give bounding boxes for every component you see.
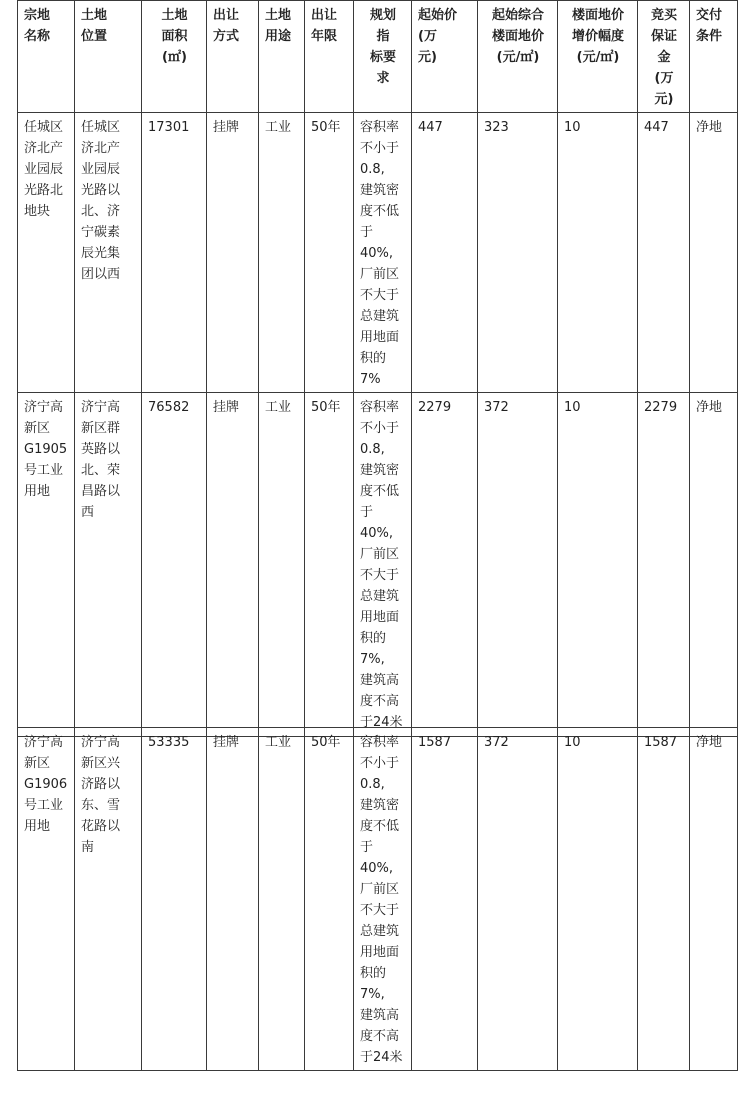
cell-term: 50年 xyxy=(305,113,354,393)
cell-increment: 10 xyxy=(558,728,638,1071)
header-cell-start-price: 起始价 (万 元) xyxy=(412,1,478,113)
header-cell-name: 宗地 名称 xyxy=(18,1,75,113)
cell-planning: 容积率 不小于 0.8, 建筑密 度不低 于 40%, 厂前区 不大于 总建筑 用地面 积的 7% xyxy=(354,113,412,393)
cell-method: 挂牌 xyxy=(207,113,259,393)
cell-delivery: 净地 xyxy=(690,113,738,393)
cell-deposit: 447 xyxy=(638,113,690,393)
header-cell-use: 土地 用途 xyxy=(259,1,305,113)
cell-method: 挂牌 xyxy=(207,728,259,1071)
cell-location: 任城区 济北产 业园辰 光路以 北、济 宁碳素 辰光集 团以西 xyxy=(75,113,142,393)
cell-increment: 10 xyxy=(558,393,638,737)
header-cell-method: 出让 方式 xyxy=(207,1,259,113)
cell-location: 济宁高 新区群 英路以 北、荣 昌路以 西 xyxy=(75,393,142,737)
header-cell-deposit: 竞买 保证 金 (万 元) xyxy=(638,1,690,113)
header-cell-area: 土地 面积 (㎡) xyxy=(142,1,207,113)
cell-deposit: 2279 xyxy=(638,393,690,737)
cell-planning: 容积率 不小于 0.8, 建筑密 度不低 于 40%, 厂前区 不大于 总建筑 用地面 积的 7%, 建筑高 度不高 于24米 xyxy=(354,728,412,1071)
table-row xyxy=(18,393,738,737)
cell-method: 挂牌 xyxy=(207,393,259,737)
cell-floor-price: 372 xyxy=(478,728,558,1071)
cell-term: 50年 xyxy=(305,393,354,737)
header-cell-delivery: 交付 条件 xyxy=(690,1,738,113)
land-parcel-table-continued xyxy=(17,727,738,1071)
header-cell-planning: 规划 指 标要 求 xyxy=(354,1,412,113)
table-row xyxy=(18,113,738,393)
header-cell-floor-price: 起始综合 楼面地价 (元/㎡) xyxy=(478,1,558,113)
cell-floor-price: 323 xyxy=(478,113,558,393)
land-parcel-table xyxy=(17,0,738,737)
cell-use: 工业 xyxy=(259,113,305,393)
cell-start-price: 1587 xyxy=(412,728,478,1071)
cell-name: 济宁高 新区 G1906 号工业 用地 xyxy=(18,728,75,1071)
header-cell-location: 土地 位置 xyxy=(75,1,142,113)
cell-planning: 容积率 不小于 0.8, 建筑密 度不低 于 40%, 厂前区 不大于 总建筑 用地面 积的 7%, 建筑高 度不高 于24米 xyxy=(354,393,412,737)
cell-location: 济宁高 新区兴 济路以 东、雪 花路以 南 xyxy=(75,728,142,1071)
cell-area: 17301 xyxy=(142,113,207,393)
cell-increment: 10 xyxy=(558,113,638,393)
cell-name: 济宁高 新区 G1905 号工业 用地 xyxy=(18,393,75,737)
cell-area: 76582 xyxy=(142,393,207,737)
header-cell-increment: 楼面地价 增价幅度 (元/㎡) xyxy=(558,1,638,113)
cell-use: 工业 xyxy=(259,728,305,1071)
cell-use: 工业 xyxy=(259,393,305,737)
cell-deposit: 1587 xyxy=(638,728,690,1071)
cell-term: 50年 xyxy=(305,728,354,1071)
cell-delivery: 净地 xyxy=(690,393,738,737)
cell-area: 53335 xyxy=(142,728,207,1071)
table-row xyxy=(18,728,738,1071)
header-cell-term: 出让 年限 xyxy=(305,1,354,113)
header-row xyxy=(18,1,738,113)
cell-start-price: 447 xyxy=(412,113,478,393)
cell-delivery: 净地 xyxy=(690,728,738,1071)
cell-floor-price: 372 xyxy=(478,393,558,737)
cell-name: 任城区 济北产 业园辰 光路北 地块 xyxy=(18,113,75,393)
cell-start-price: 2279 xyxy=(412,393,478,737)
